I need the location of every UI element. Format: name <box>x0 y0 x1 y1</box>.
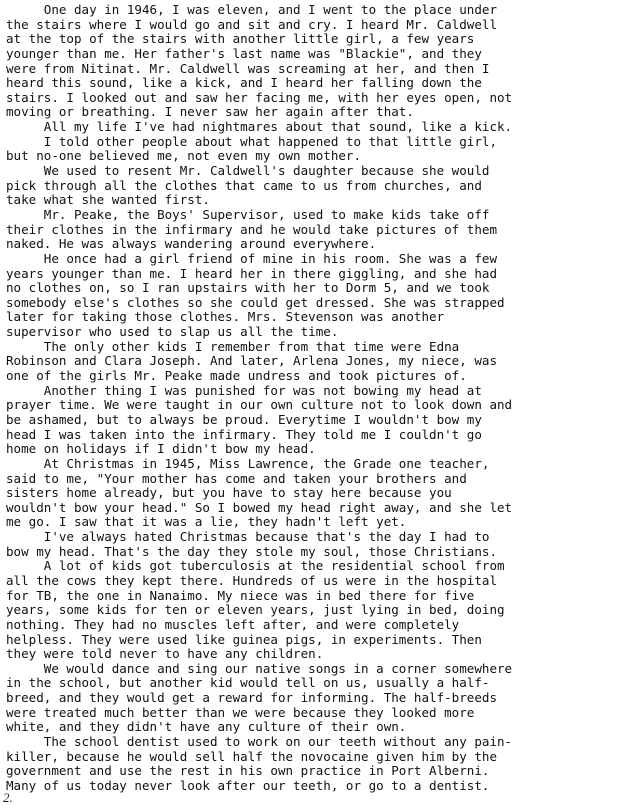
text-line: Mr. Peake, the Boys' Supervisor, used to make kids take off <box>6 206 490 222</box>
text-line: helpless. They were used like guinea pigs, in experiments. Then <box>6 631 482 647</box>
text-line: be ashamed, but to always be proud. Everytime I wouldn't bow my <box>6 411 482 427</box>
text-line: killer, because he would sell half the novocaine given him by the <box>6 748 498 764</box>
text-line: but no-one believed me, not even my own mother. <box>6 148 362 164</box>
text-line: sisters home already, but you have to stay here because you <box>6 485 452 501</box>
text-line: younger than me. Her father's last name was "Blackie", and they <box>6 45 482 61</box>
text-line: moving or breathing. I never saw her again after that. <box>6 104 414 120</box>
text-line: wouldn't bow your head." So I bowed my head right away, and she let <box>6 499 513 515</box>
text-line: later for taking those clothes. Mrs. Stevenson was another <box>6 309 445 325</box>
text-line: I told other people about what happened to that little girl, <box>6 133 498 149</box>
text-line: at the top of the stairs with another little girl, a few years <box>6 31 475 47</box>
text-line: they were told never to have any children. <box>6 646 324 662</box>
text-line: supervisor who used to slap us all the time. <box>6 324 339 340</box>
text-line: All my life I've had nightmares about that sound, like a kick. <box>6 119 513 135</box>
text-line: prayer time. We were taught in our own culture not to look down and <box>6 397 513 413</box>
text-line: I've always hated Christmas because that's the day I had to <box>6 529 490 545</box>
text-line: At Christmas in 1945, Miss Lawrence, the Grade one teacher, <box>6 455 490 471</box>
text-line: years, some kids for ten or eleven years, just lying in bed, doing <box>6 602 505 618</box>
text-line: The school dentist used to work on our teeth without any pain- <box>6 734 513 750</box>
text-line: A lot of kids got tuberculosis at the residential school from <box>6 558 505 574</box>
text-line: pick through all the clothes that came to us from churches, and <box>6 177 482 193</box>
text-line: Another thing I was punished for was not bowing my head at <box>6 382 482 398</box>
text-line: home on holidays if I didn't bow my head. <box>6 441 316 457</box>
text-line: We would dance and sing our native songs in a corner somewhere <box>6 660 513 676</box>
text-line: were treated much better than we were because they looked more <box>6 704 475 720</box>
text-line: take what she wanted first. <box>6 192 210 208</box>
text-line: somebody else's clothes so she could get dressed. She was strapped <box>6 294 505 310</box>
text-line: Many of us today never look after our teeth, or go to a dentist. <box>6 777 490 793</box>
text-line: head I was taken into the infirmary. They told me I couldn't go <box>6 426 482 442</box>
page-number: 2. <box>3 790 13 805</box>
text-line: no clothes on, so I ran upstairs with her to Dorm 5, and we took <box>6 280 490 296</box>
text-line: breed, and they would get a reward for informing. The half-breeds <box>6 690 498 706</box>
text-line: me go. I saw that it was a lie, they hadn't left yet. <box>6 514 407 530</box>
text-line: bow my head. That's the day they stole my soul, those Christians. <box>6 543 498 559</box>
text-line: The only other kids I remember from that time were Edna <box>6 338 460 354</box>
text-line: all the cows they kept there. Hundreds of us were in the hospital <box>6 572 498 588</box>
text-line: white, and they didn't have any culture of their own. <box>6 719 407 735</box>
text-line: Robinson and Clara Joseph. And later, Arlena Jones, my niece, was <box>6 353 498 369</box>
text-line: for TB, the one in Nanaimo. My niece was in bed there for five <box>6 587 475 603</box>
text-line: He once had a girl friend of mine in his room. She was a few <box>6 250 498 266</box>
text-line: their clothes in the infirmary and he would take pictures of them <box>6 221 498 237</box>
text-line: One day in 1946, I was eleven, and I went to the place under <box>6 2 498 17</box>
text-line: in the school, but another kid would tell on us, usually a half- <box>6 675 490 691</box>
text-line: heard this sound, like a kick, and I heard her falling down the <box>6 75 482 91</box>
text-line: said to me, "Your mother has come and taken your brothers and <box>6 470 467 486</box>
text-line: years younger than me. I heard her in there giggling, and she had <box>6 265 498 281</box>
text-line: the stairs where I would go and sit and cry. I heard Mr. Caldwell <box>6 16 498 32</box>
text-line: stairs. I looked out and saw her facing me, with her eyes open, not <box>6 89 513 105</box>
text-line: We used to resent Mr. Caldwell's daughter because she would <box>6 163 490 179</box>
text-line: one of the girls Mr. Peake made undress and took pictures of. <box>6 368 467 384</box>
text-line: government and use the rest in his own practice in Port Alberni. <box>6 763 490 779</box>
text-line: were from Nitinat. Mr. Caldwell was screaming at her, and then I <box>6 60 490 76</box>
text-line: naked. He was always wandering around everywhere. <box>6 236 377 252</box>
text-line: nothing. They had no muscles left after, and were completely <box>6 616 460 632</box>
body-text <box>6 3 638 794</box>
